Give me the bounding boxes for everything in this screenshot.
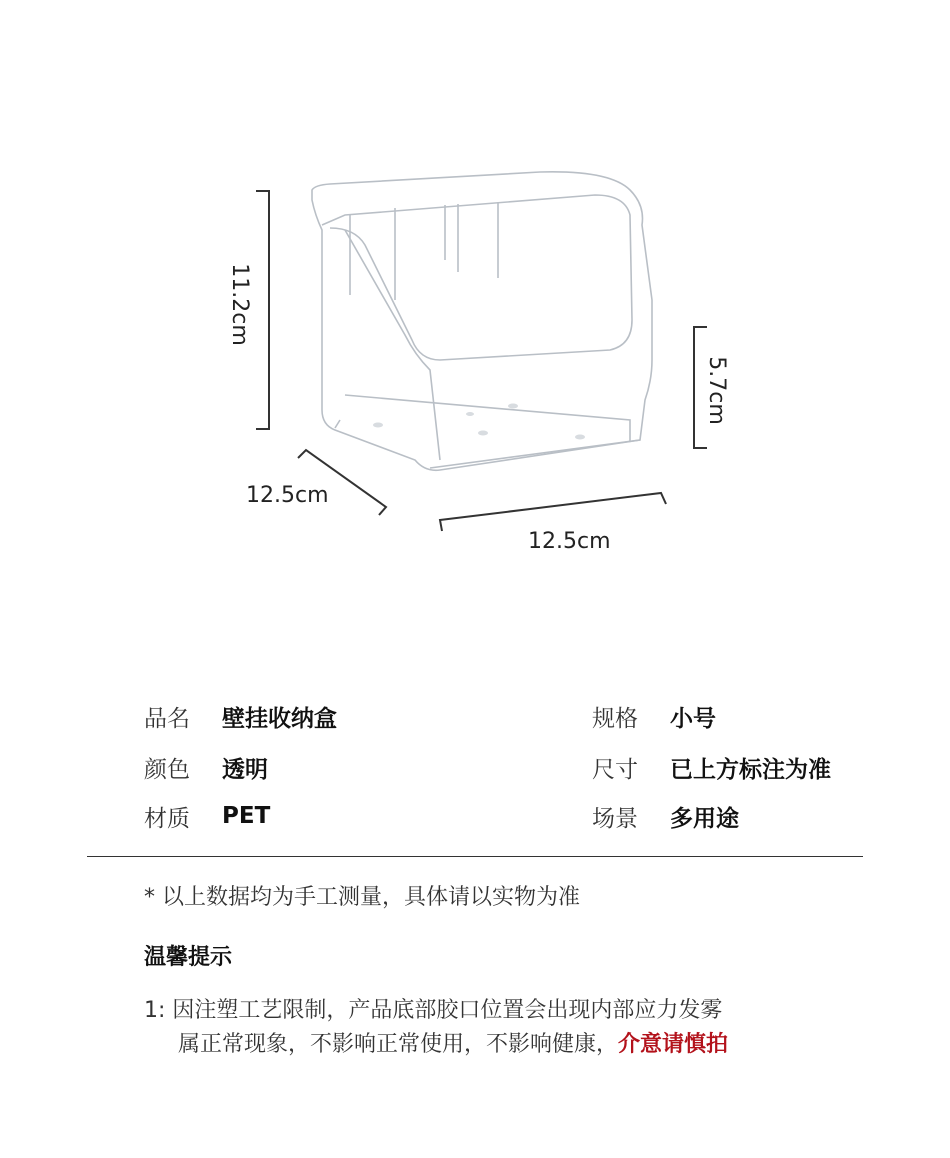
width-dimension-line [440,493,666,531]
height-label: 11.2cm [226,263,252,346]
bottom-dots [373,404,585,440]
divider [87,856,863,857]
spec-dimension-label: 尺寸 [592,756,638,783]
tip-highlight: 介意请慎拍 [618,1032,729,1057]
spec-name-label: 品名 [144,705,190,732]
spec-scene-label: 场景 [592,805,638,832]
box-outline [312,172,652,470]
opening-height-label: 5.7cm [703,356,729,425]
spec-material [144,800,270,832]
spec-color [144,751,268,783]
depth-label: 12.5cm [246,483,329,508]
spec-size [592,700,716,732]
tips-title: 温馨提示 [144,945,233,970]
measurement-note: * 以上数据均为手工测量，具体请以实物为准 [144,885,580,910]
height-dimension-line [256,191,269,429]
tip-item-1-text: 属正常现象，不影响正常使用，不影响健康， [178,1032,619,1057]
spec-size-value: 小号 [670,705,716,732]
spec-name-value: 壁挂收纳盒 [222,705,337,732]
spec-scene-value: 多用途 [670,805,739,832]
width-label: 12.5cm [528,529,611,554]
spec-size-label: 规格 [592,705,638,732]
tip-item-1-line-2 [178,1027,728,1058]
spec-material-value: PET [222,803,271,829]
spec-scene [592,800,739,832]
spec-dimension [592,751,831,783]
spec-name [144,700,337,732]
spec-color-label: 颜色 [144,756,190,783]
spec-color-value: 透明 [222,756,268,783]
spec-material-label: 材质 [144,805,190,832]
spec-dimension-value: 已上方标注为准 [670,756,831,783]
tip-item-1-line-1: 1: 因注塑工艺限制，产品底部胶口位置会出现内部应力发雾 [144,998,723,1023]
